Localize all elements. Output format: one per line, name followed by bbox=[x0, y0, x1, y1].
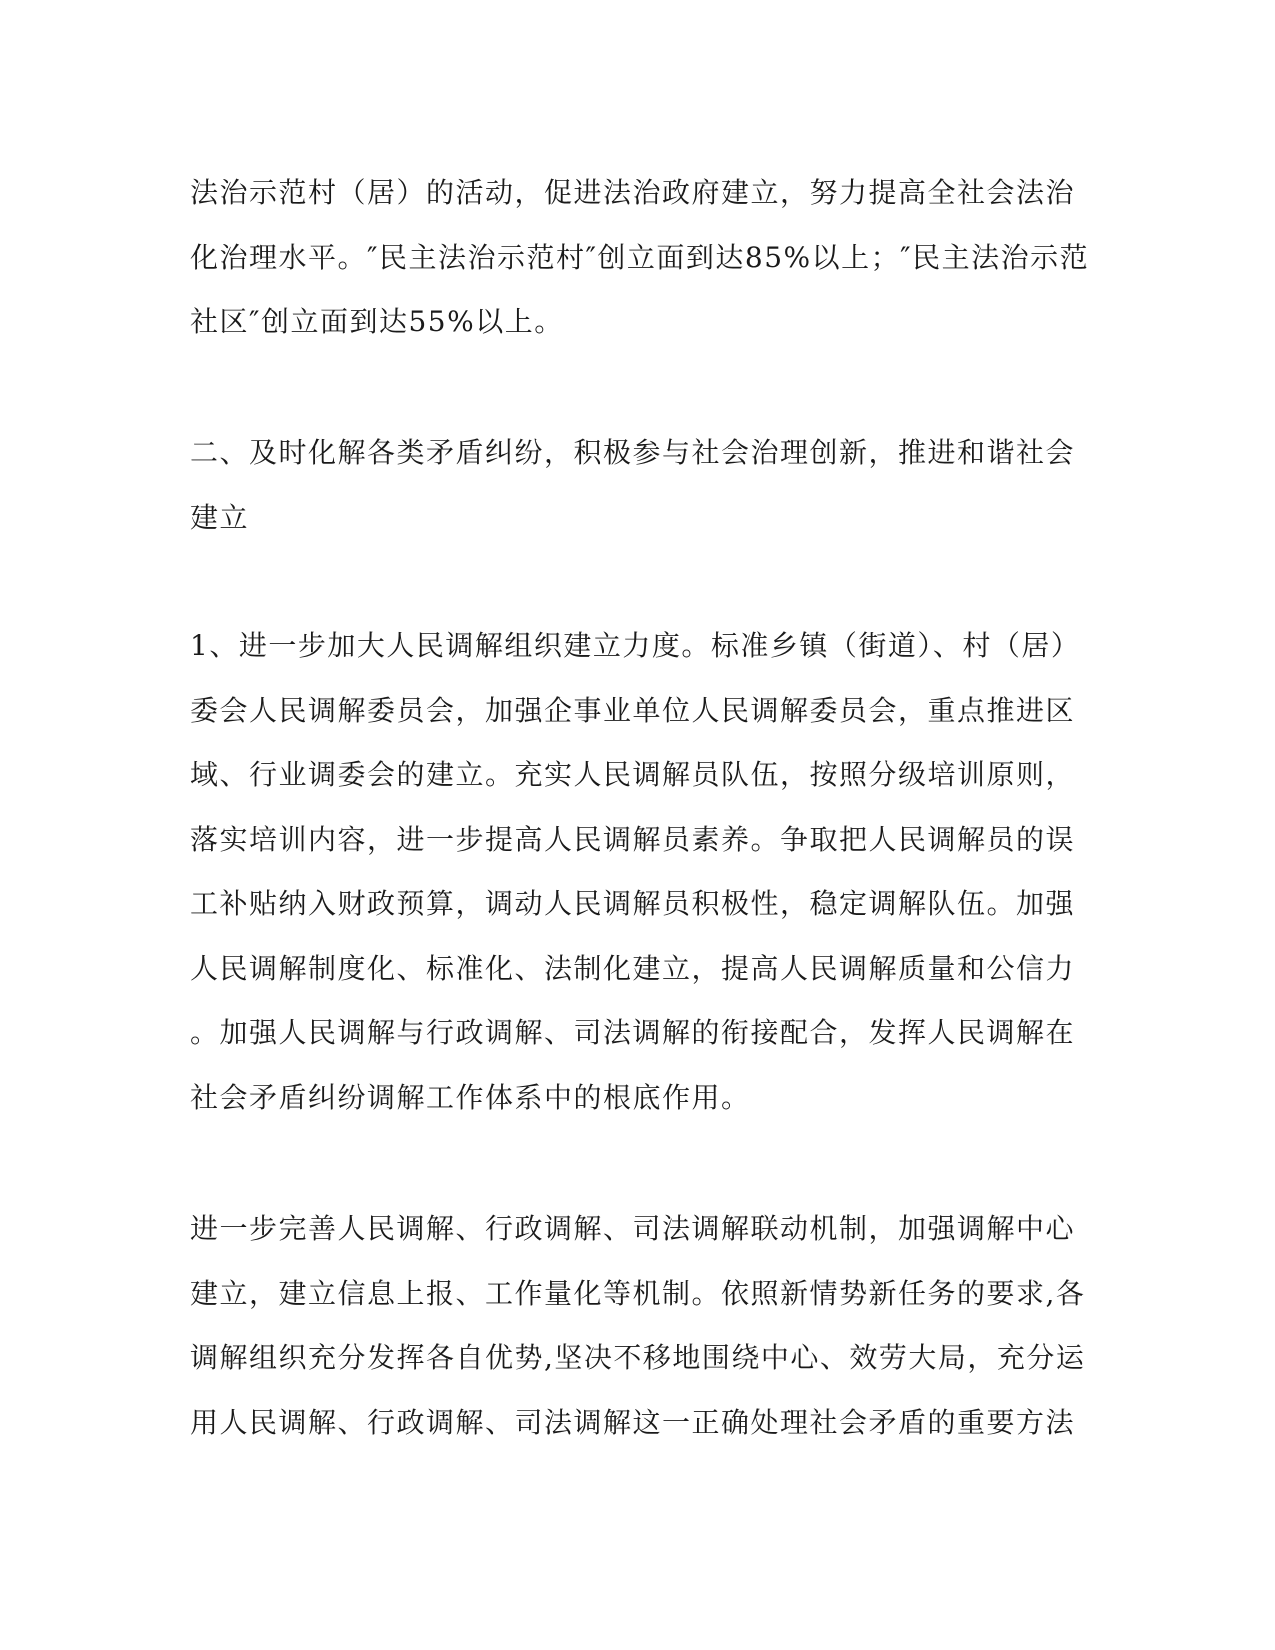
text-line: 建立，建立信息上报、工作量化等机制。依照新情势新任务的要求,各 bbox=[190, 1276, 1086, 1310]
text-line: 用人民调解、行政调解、司法调解这一正确处理社会矛盾的重要方法 bbox=[190, 1405, 1076, 1439]
text-line: 社会矛盾纠纷调解工作体系中的根底作用。 bbox=[190, 1080, 751, 1114]
text-line: 落实培训内容，进一步提高人民调解员素养。争取把人民调解员的误 bbox=[190, 822, 1076, 856]
text-line: 法治示范村（居）的活动，促进法治政府建立，努力提高全社会法治 bbox=[190, 176, 1076, 209]
text-line: 调解组织充分发挥各自优势,坚决不移地围绕中心、效劳大局，充分运 bbox=[190, 1341, 1086, 1374]
text-line: 化治理水平。″民主法治示范村″创立面到达85%以上；″民主法治示范 bbox=[190, 240, 1090, 274]
heading-line: 建立 bbox=[190, 500, 250, 534]
paragraph-rule-of-law-villages bbox=[190, 161, 1090, 355]
text-line: 1、进一步加大人民调解组织建立力度。标准乡镇（街道）、村（居） bbox=[190, 629, 1081, 662]
section-heading-2 bbox=[190, 421, 1090, 550]
heading-line: 二、及时化解各类矛盾纠纷，积极参与社会治理创新，推进和谐社会 bbox=[190, 436, 1076, 469]
text-line: 人民调解制度化、标准化、法制化建立，提高人民调解质量和公信力 bbox=[190, 951, 1076, 985]
text-line: 进一步完善人民调解、行政调解、司法调解联动机制，加强调解中心 bbox=[190, 1212, 1076, 1245]
text-line: 委会人民调解委员会，加强企事业单位人民调解委员会，重点推进区 bbox=[190, 693, 1076, 727]
text-line: 。加强人民调解与行政调解、司法调解的衔接配合，发挥人民调解在 bbox=[190, 1016, 1076, 1049]
paragraph-mediation-organization bbox=[190, 614, 1090, 1130]
paragraph-mediation-mechanism bbox=[190, 1197, 1090, 1455]
text-line: 工补贴纳入财政预算，调动人民调解员积极性，稳定调解队伍。加强 bbox=[190, 887, 1076, 920]
text-line: 域、行业调委会的建立。充实人民调解员队伍，按照分级培训原则， bbox=[190, 758, 1076, 791]
text-line: 社区″创立面到达55%以上。 bbox=[190, 305, 564, 338]
